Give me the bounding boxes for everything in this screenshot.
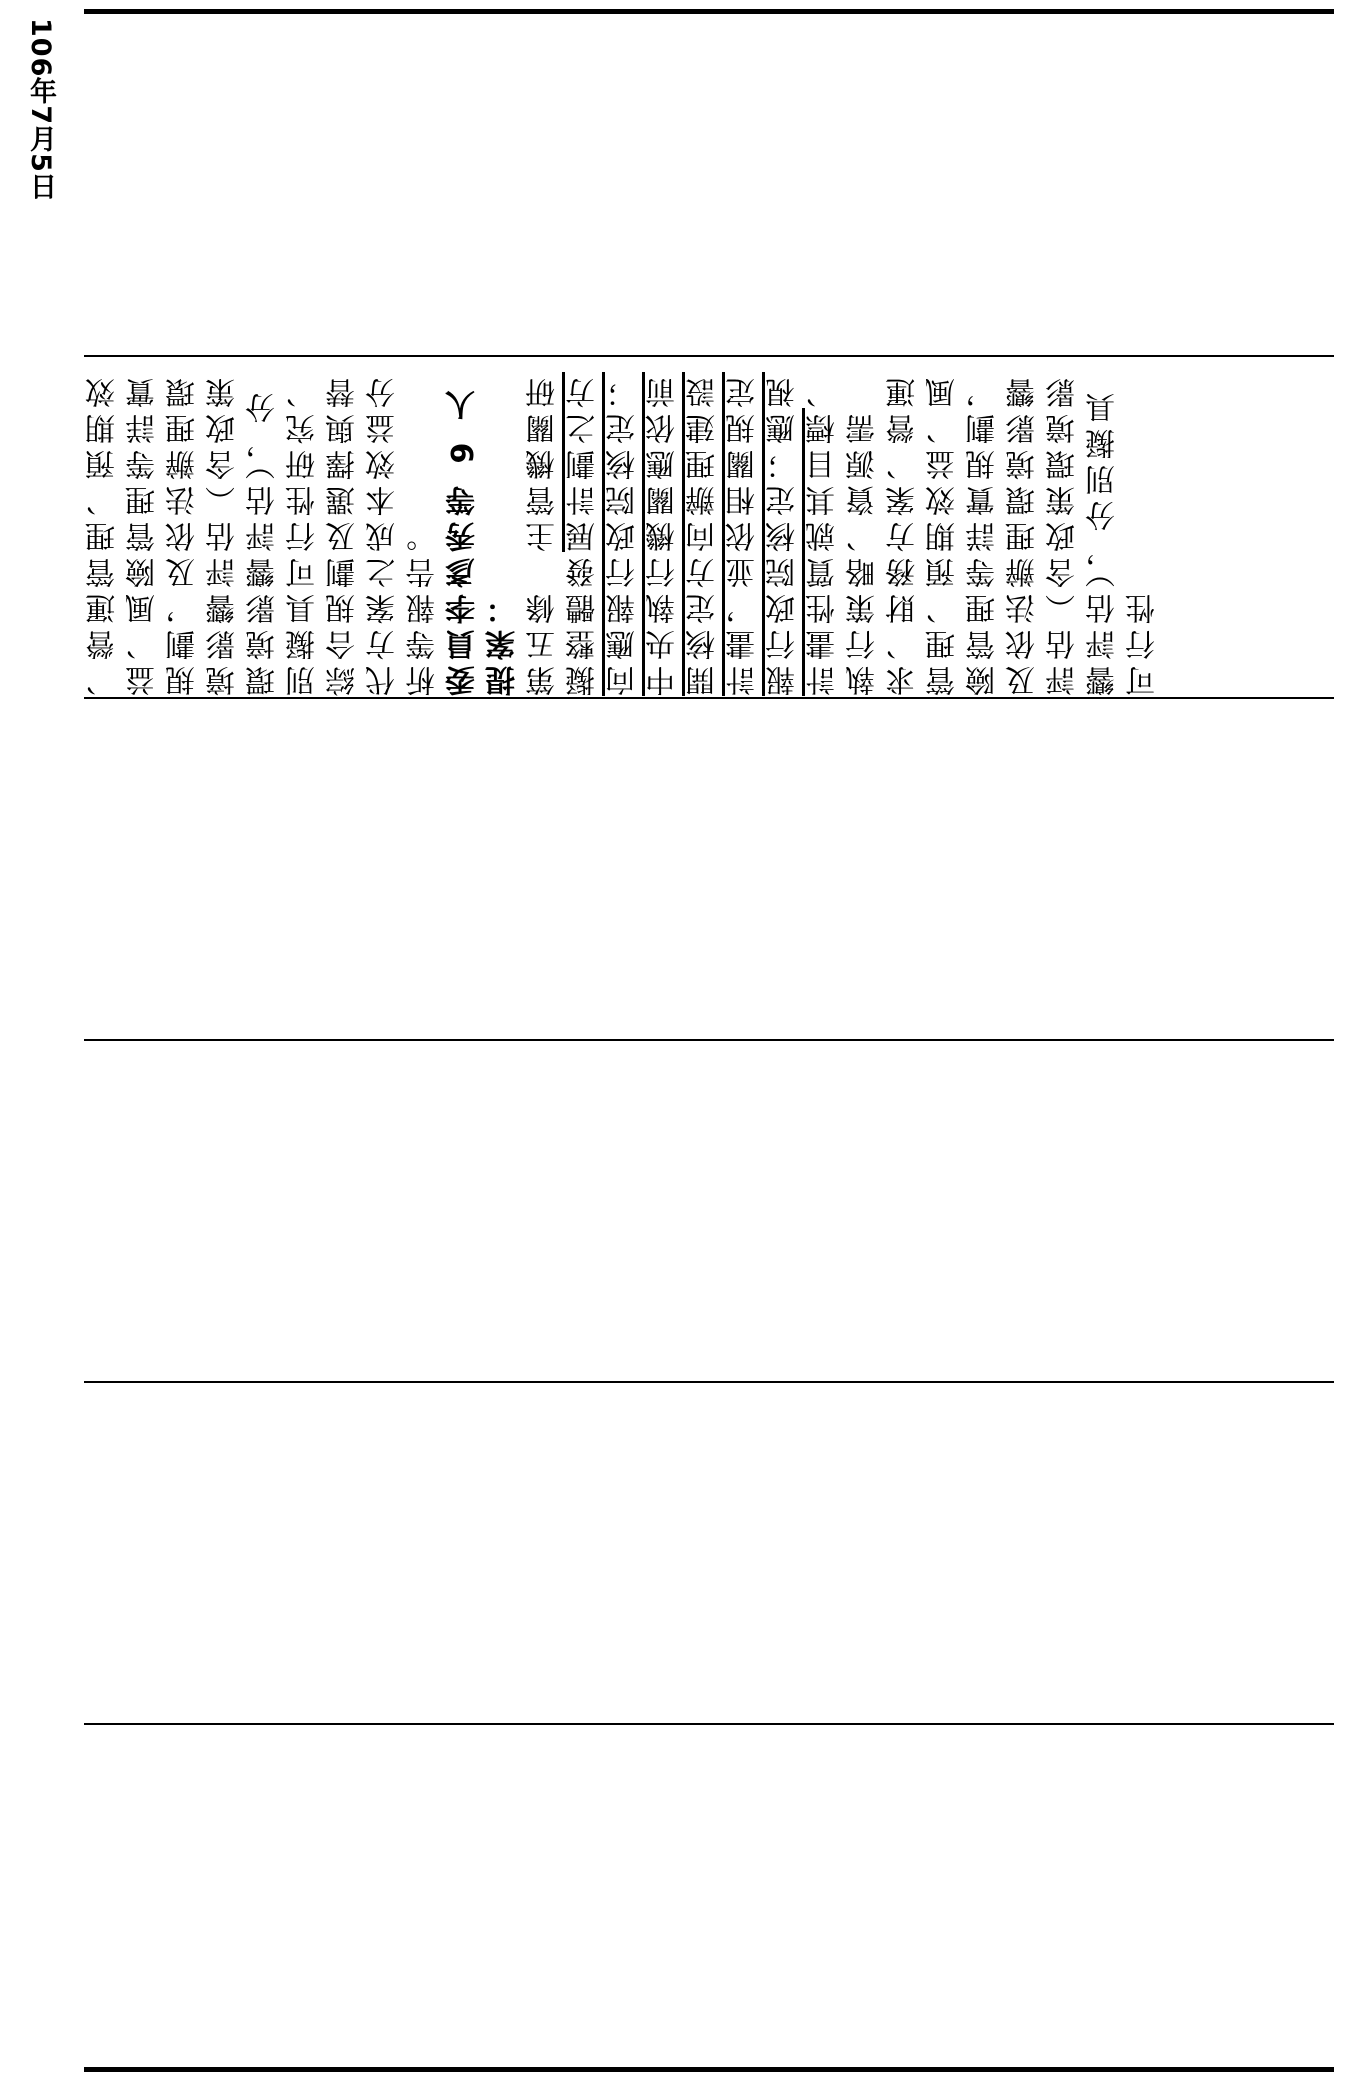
row-divider-5 <box>84 1723 1334 1725</box>
vertical-text-block <box>84 358 1334 696</box>
proposer-heading: 委員李彥秀等 9 人提案： <box>446 384 521 696</box>
row-divider-3 <box>84 1039 1334 1041</box>
article-label: 第五條 <box>526 588 561 696</box>
row-divider-2 <box>84 697 1334 699</box>
text-cell <box>84 358 1334 696</box>
row-divider-1 <box>84 355 1334 357</box>
intro-paragraph: 、營運管理、預期效益、風險管理等詳實規劃，及依法辦理環境影響評估（含政策環境影響評估），分別擬具可行性研究、綜合規劃及選擇與替代方案之成本效益分析等報告。 <box>86 372 441 696</box>
top-border <box>84 9 1334 14</box>
article-rest-text: 視計畫性質就其目標、執行策略、資源需求、財務方案、營運管理、預期效益、風險管理等詳實規劃，及依法辦理環境影響評估（含政策環境影響評估），分別擬具可行性 <box>766 372 1161 696</box>
bottom-border <box>84 2067 1334 2072</box>
document-date: 106年7月5日 <box>25 18 56 201</box>
article-underlined-text: 主管機關研擬整體發展計劃之方向應報行政院核定；中央執行機關應依前開核定方向辦理建設計畫，並依相關規定報行政院核定；應 <box>526 372 801 696</box>
row-divider-4 <box>84 1381 1334 1383</box>
